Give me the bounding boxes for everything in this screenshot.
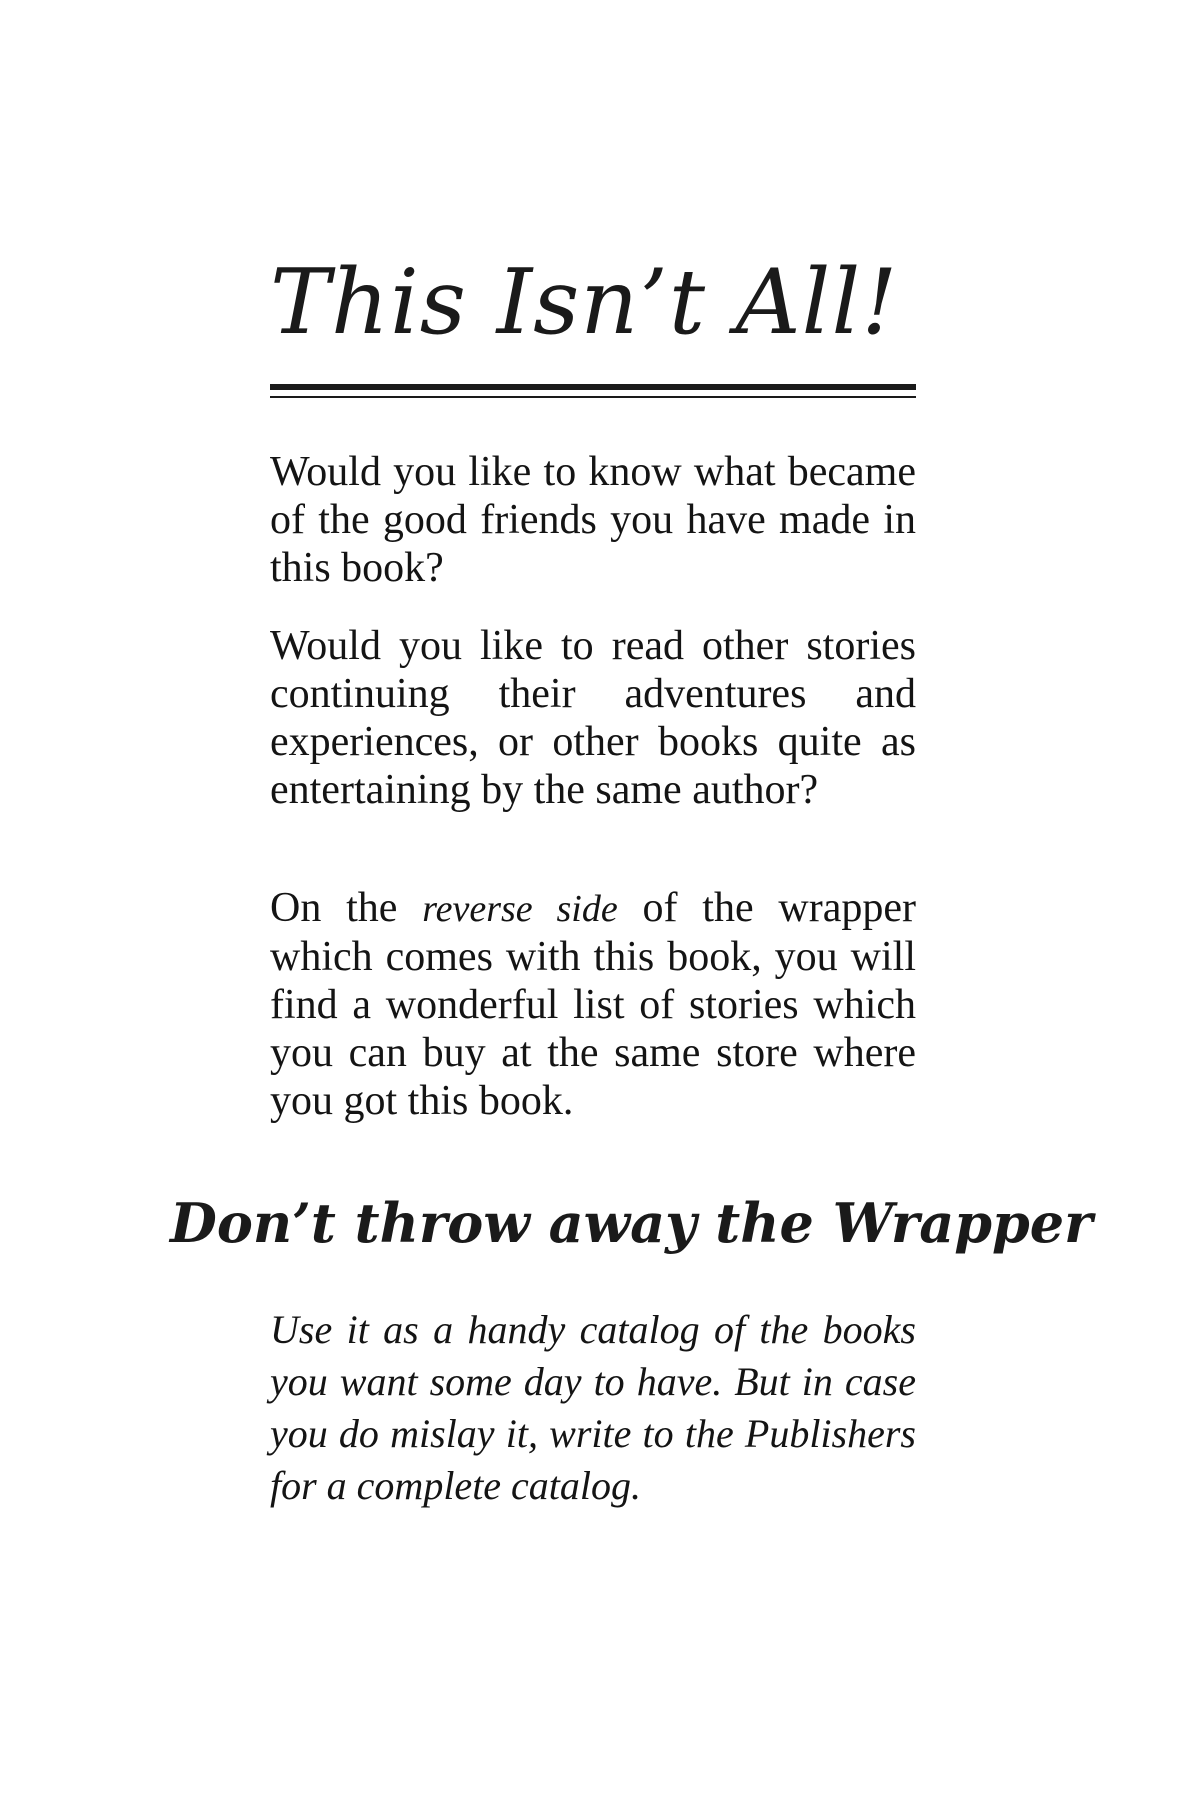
catalog-note: Use it as a handy catalog of the books you want some day to have. But in case you do mislay it, write to the Publishers for a complete catalog. <box>270 1307 916 1508</box>
title-underline-thick <box>270 384 916 390</box>
title-underline-thin <box>270 396 916 398</box>
paragraph-wrapper-list-start: On the <box>270 885 423 931</box>
page-title: This Isn’t All! <box>270 250 899 355</box>
wrapper-subheading: Don’t throw away the Wrapper <box>170 1191 1093 1255</box>
paragraph-other-stories: Would you like to read other stories continuing their adventures and experiences, or other books quite as entertaining by the same author? <box>270 623 916 813</box>
reverse-side-emphasis: reverse side <box>422 888 618 930</box>
paragraph-friends: Would you like to know what became of the good friends you have made in this book? <box>270 449 916 591</box>
paragraph-wrapper-list <box>270 884 916 1125</box>
paragraph-wrapper-list-end: of the wrapper which comes with this book, you will find a wonderful list of stories which you can buy at the same store where you got this book. <box>270 885 916 1124</box>
